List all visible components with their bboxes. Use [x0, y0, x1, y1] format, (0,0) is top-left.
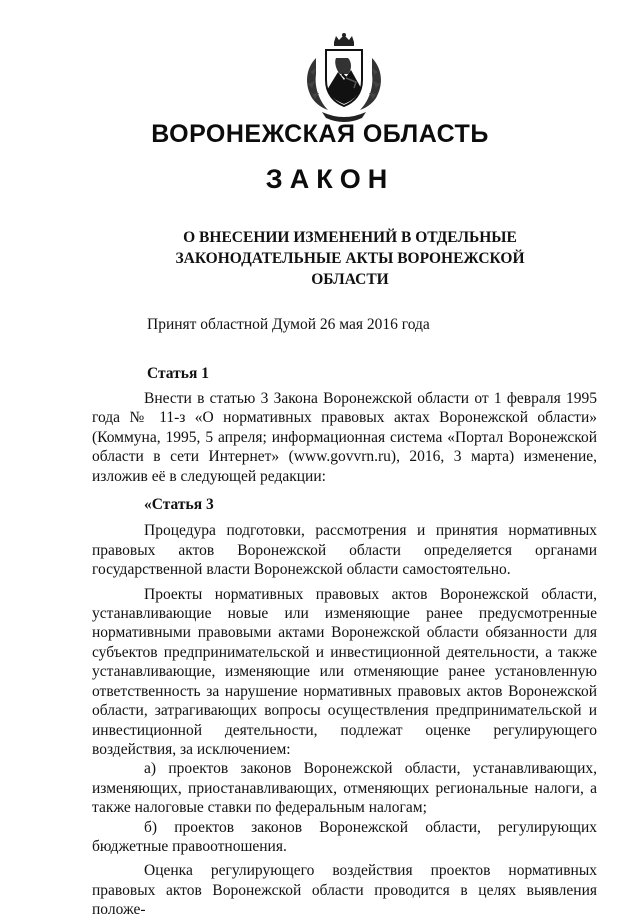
law-title — [150, 227, 550, 290]
coat-of-arms-emblem — [296, 28, 392, 124]
body-paragraph: Оценка регулирующего воздействия проектов нормативных правовых актов Воронежской области проводится в целях выявления положе- — [92, 862, 597, 919]
region-name: ВОРОНЕЖСКАЯ ОБЛАСТЬ — [151, 120, 489, 148]
body-paragraph: Проекты нормативных правовых актов Воронежской области, устанавливающие новые или изменяющие ранее предусмотренные нормативными правовыми актами Воронежской области обязанности для субъектов предпринимательской и инвестиционной деятельности, а также устанавливающие, изменяющие или отменяющие ранее установленную ответственность за нарушение нормативных правовых актов Воронежской области, затрагивающих вопросы осуществления предпринимательской и инвестиционной деятельности, подлежат оценке регулирующего воздействия, за исключением: — [92, 585, 597, 758]
body-paragraph: Процедура подготовки, рассмотрения и принятия нормативных правовых актов Воронежской области определяется органами государственной власти Воронежской области самостоятельно. — [92, 522, 597, 579]
law-title-line: О ВНЕСЕНИИ ИЗМЕНЕНИЙ В ОТДЕЛЬНЫЕ — [183, 229, 517, 246]
body-paragraph: а) проектов законов Воронежской области, устанавливающих, изменяющих, приостанавливающих, отменяющих региональные налоги, а также налоговые ставки по федеральным налогам; — [92, 760, 597, 817]
article-1-heading: Статья 1 — [147, 365, 209, 382]
body-paragraph: б) проектов законов Воронежской области, регулирующих бюджетные правоотношения. — [92, 818, 597, 855]
law-title-line: ОБЛАСТИ — [311, 271, 389, 288]
law-title-line: ЗАКОНОДАТЕЛЬНЫЕ АКТЫ ВОРОНЕЖСКОЙ — [175, 250, 525, 267]
quoted-article-heading: «Статья 3 — [144, 496, 214, 514]
document-type: ЗАКОН — [265, 164, 395, 194]
article-1-body — [92, 389, 597, 920]
adoption-date: Принят областной Думой 26 мая 2016 года — [147, 316, 430, 333]
article-intro-paragraph: Внести в статью 3 Закона Воронежской области от 1 февраля 1995 года № 11-з «О нормативных правовых актах Воронежской области» (Коммуна, 1995, 5 апреля; информационная система «Портал Воронежской области в сети Интернет» (www.govvrn.ru), 2016, 3 марта) изменение, изложив её в следующей редакции: — [92, 390, 597, 485]
coat-of-arms-icon — [296, 28, 392, 124]
